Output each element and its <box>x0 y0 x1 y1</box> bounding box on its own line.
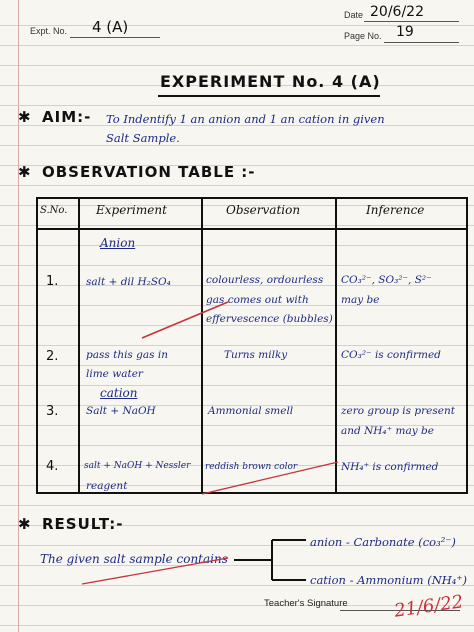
header-observation: Observation <box>226 203 301 217</box>
date-rule <box>364 21 459 22</box>
cation-section-label: cation <box>100 386 138 400</box>
aim-bullet: ✱ <box>18 108 32 126</box>
row2-inference: CO₃²⁻ is confirmed <box>341 349 441 361</box>
table-col-divider-3 <box>335 197 337 494</box>
title-underline <box>158 95 380 97</box>
header-inference: Inference <box>366 203 425 217</box>
result-anion: anion - Carbonate (co₃²⁻) <box>310 535 456 549</box>
page-no-value: 19 <box>396 24 414 40</box>
page-no-label: Page No. <box>344 31 382 41</box>
result-bullet: ✱ <box>18 515 32 533</box>
row1-experiment: salt + dil H₂SO₄ <box>86 276 171 288</box>
table-col-divider-2 <box>201 197 203 494</box>
row1-observation-line1: colourless, ordourless <box>206 274 324 286</box>
row3-experiment: Salt + NaOH <box>86 405 156 417</box>
header-sno: S.No. <box>40 205 68 216</box>
page-title: EXPERIMENT No. 4 (A) <box>160 72 381 91</box>
teacher-check-mark <box>140 300 230 340</box>
row4-experiment-line2: reagent <box>86 480 128 492</box>
row3-observation: Ammonial smell <box>208 405 294 417</box>
date-value: 20/6/22 <box>370 4 424 20</box>
header-experiment: Experiment <box>96 203 167 217</box>
row1-inference-line1: CO₃²⁻, SO₃²⁻, S²⁻ <box>341 274 432 286</box>
row2-observation: Turns milky <box>224 349 288 361</box>
aim-text-line1: To Indentify 1 an anion and 1 an cation in given <box>106 112 385 126</box>
result-bracket <box>234 534 310 586</box>
row2-sno: 2. <box>46 349 59 364</box>
row1-observation-line3: effervescence (bubbles) <box>206 313 333 325</box>
aim-text-line2: Salt Sample. <box>106 131 180 145</box>
row2-experiment-line2: lime water <box>86 368 143 380</box>
observation-bullet: ✱ <box>18 163 32 181</box>
row4-sno: 4. <box>46 459 59 474</box>
row3-inference-line2: and NH₄⁺ may be <box>341 425 434 437</box>
observation-heading: OBSERVATION TABLE :- <box>42 163 256 181</box>
row1-inference-line2: may be <box>341 294 380 306</box>
row4-inference: NH₄⁺ is confirmed <box>341 461 439 473</box>
anion-section-label: Anion <box>100 236 136 250</box>
row1-sno: 1. <box>46 274 59 289</box>
teacher-result-mark <box>80 556 230 586</box>
row3-sno: 3. <box>46 404 59 419</box>
row3-inference-line1: zero group is present <box>341 405 455 417</box>
result-cation: cation - Ammonium (NH₄⁺) <box>310 573 467 587</box>
teacher-strike-mark <box>200 460 340 496</box>
teacher-signature-label: Teacher's Signature <box>264 598 348 609</box>
signature-date: 21/6/22 <box>392 591 465 622</box>
expt-no-value: 4 (A) <box>92 18 129 36</box>
date-label: Date <box>344 10 364 20</box>
page-no-rule <box>384 42 459 43</box>
expt-no-label: Expt. No. <box>30 26 68 36</box>
row1-observation-line2: gas comes out with <box>206 294 309 306</box>
table-header-border <box>36 228 468 230</box>
result-label: RESULT:- <box>42 515 124 533</box>
aim-label: AIM:- <box>42 108 92 126</box>
expt-no-rule <box>70 37 160 38</box>
table-right-border <box>466 197 468 494</box>
row4-experiment-line1: salt + NaOH + Nessler <box>84 461 191 471</box>
table-left-border <box>36 197 38 494</box>
result-statement: The given salt sample contains <box>40 552 228 566</box>
row2-experiment-line1: pass this gas in <box>86 349 168 361</box>
row4-observation: reddish brown color <box>205 462 298 472</box>
table-top-border <box>36 197 468 199</box>
margin-rule <box>18 0 19 632</box>
table-col-divider-1 <box>78 197 80 494</box>
